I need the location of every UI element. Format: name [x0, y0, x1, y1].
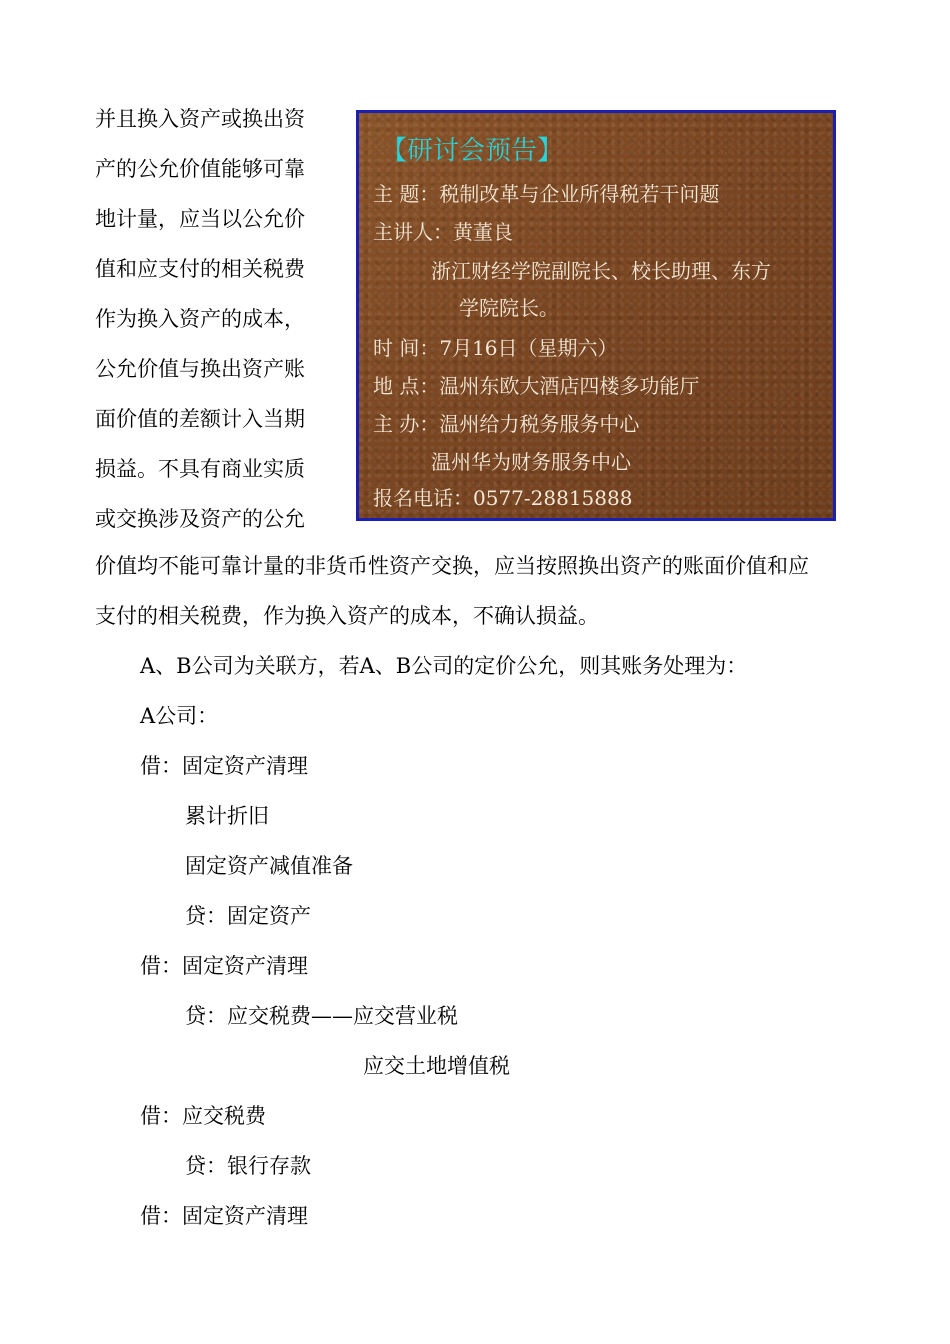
journal-entry-line: 固定资产减值准备	[185, 854, 353, 878]
journal-entry-line: 借：固定资产清理	[140, 1204, 308, 1228]
journal-entry-line: 借：应交税费	[140, 1104, 266, 1128]
company-label: A公司：	[140, 704, 219, 728]
journal-entry-line: 借：固定资产清理	[140, 954, 308, 978]
journal-entry-line: 贷：应交税费——应交营业税	[185, 1004, 458, 1028]
journal-entry-line: 累计折旧	[185, 804, 269, 828]
announcement-title: 【研讨会预告】	[381, 136, 564, 166]
announcement-organizer-2: 温州华为财务服务中心	[431, 450, 631, 474]
text-line: 公允价值与换出资产账	[95, 357, 305, 381]
announcement-phone: 报名电话：0577-28815888	[373, 486, 633, 510]
seminar-announcement-box	[356, 110, 836, 521]
announcement-speaker-title: 浙江财经学院副院长、校长助理、东方	[431, 259, 771, 283]
text-line: 损益。不具有商业实质	[95, 457, 305, 481]
text-line: 并且换入资产或换出资	[95, 107, 305, 131]
announcement-location: 地 点：温州东欧大酒店四楼多功能厅	[373, 374, 700, 398]
announcement-speaker: 主讲人：黄董良	[373, 220, 513, 244]
text-line: 产的公允价值能够可靠	[95, 157, 305, 181]
paragraph-line: 价值均不能可靠计量的非货币性资产交换，应当按照换出资产的账面价值和应	[95, 554, 809, 578]
announcement-topic: 主 题：税制改革与企业所得税若干问题	[373, 182, 720, 206]
text-line: 作为换入资产的成本，	[95, 307, 305, 331]
announcement-time: 时 间：7月16日（星期六）	[373, 336, 618, 360]
text-line: 或交换涉及资产的公允	[95, 507, 305, 531]
journal-entry-line: 贷：银行存款	[185, 1154, 311, 1178]
journal-entry-line: 应交土地增值税	[363, 1054, 510, 1078]
text-line: 面价值的差额计入当期	[95, 407, 305, 431]
announcement-organizer: 主 办：温州给力税务服务中心	[373, 412, 640, 436]
journal-entry-line: 借：固定资产清理	[140, 754, 308, 778]
paragraph-line: 支付的相关税费，作为换入资产的成本，不确认损益。	[95, 604, 599, 628]
journal-entry-line: 贷：固定资产	[185, 904, 311, 928]
announcement-speaker-title-cont: 学院院长。	[459, 296, 559, 320]
paragraph-line: A、B公司为关联方，若A、B公司的定价公允，则其账务处理为：	[140, 654, 748, 678]
text-line: 地计量，应当以公允价	[95, 207, 305, 231]
text-line: 值和应支付的相关税费	[95, 257, 305, 281]
